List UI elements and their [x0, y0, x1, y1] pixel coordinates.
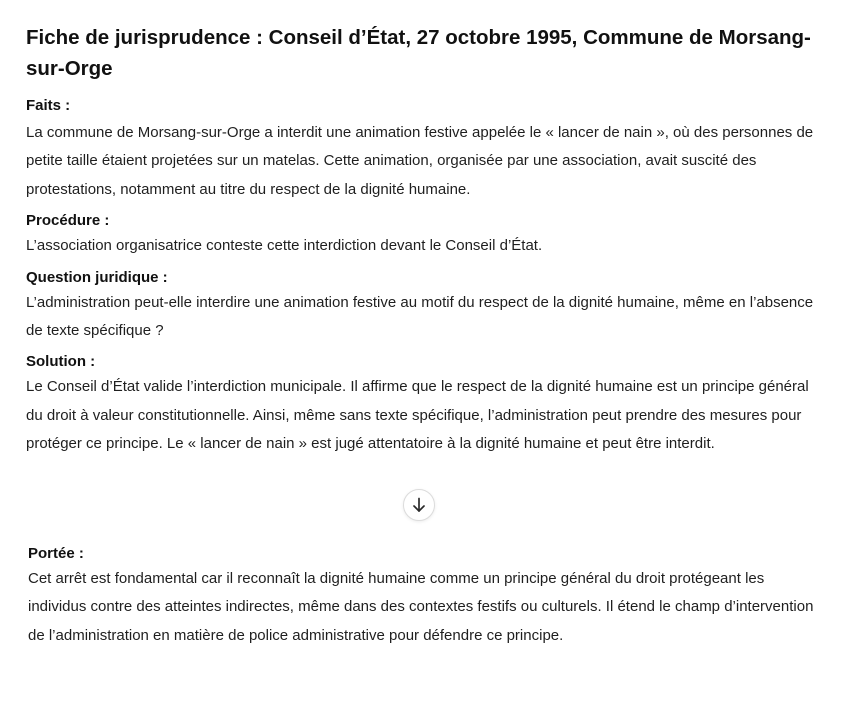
arrow-down-icon — [412, 497, 426, 513]
section-procedure — [26, 210, 826, 260]
section-faits — [26, 95, 826, 204]
section-text-question-juridique: L’administration peut-elle interdire une animation festive au motif du respect de la dignité humaine, même en l’absence de texte spécifique ? — [26, 293, 814, 340]
page-title: Fiche de jurisprudence : Conseil d’État, 27 octobre 1995, Commune de Morsang-sur-Orge — [26, 26, 811, 80]
document-content — [26, 22, 826, 465]
section-heading-question-juridique: Question juridique : — [26, 268, 168, 286]
section-heading-solution: Solution : — [26, 353, 96, 371]
section-heading-procedure: Procédure : — [26, 212, 110, 230]
section-text-faits: La commune de Morsang-sur-Orge a interdit une animation festive appelée le « lancer de nain », où des personnes de petite taille étaient projetées sur un matelas. Cette animation, organisée par une association, avait suscité des protestations, notamment au titre du respect de la dignité humaine. — [26, 124, 814, 198]
section-text-solution: Le Conseil d’État valide l’interdiction municipale. Il affirme que le respect de la dignité humaine est un principe général du droit à valeur constitutionnelle. Ainsi, même sans texte spécifique, l’administration peut prendre des mesures pour protéger ce principe. Le « lancer de nain » est jugé attentatoire à la dignité humaine et peut être interdit. — [26, 378, 809, 453]
section-solution — [26, 351, 826, 458]
section-heading-faits: Faits : — [26, 97, 71, 114]
section-text-portee: Cet arrêt est fondamental car il reconnaît la dignité humaine comme un principe général du droit protégeant les individus contre des atteintes indirectes, même dans des contextes festifs ou culturels. Il étend le champ d’intervention de l’administration en matière de police administrative pour défendre ce principe. — [28, 570, 814, 644]
section-portee — [28, 543, 823, 650]
section-text-procedure: L’association organisatrice conteste cette interdiction devant le Conseil d’État. — [26, 237, 543, 255]
section-heading-portee: Portée : — [28, 545, 84, 562]
scroll-to-bottom-button[interactable] — [403, 489, 435, 521]
section-question-juridique — [26, 267, 826, 346]
